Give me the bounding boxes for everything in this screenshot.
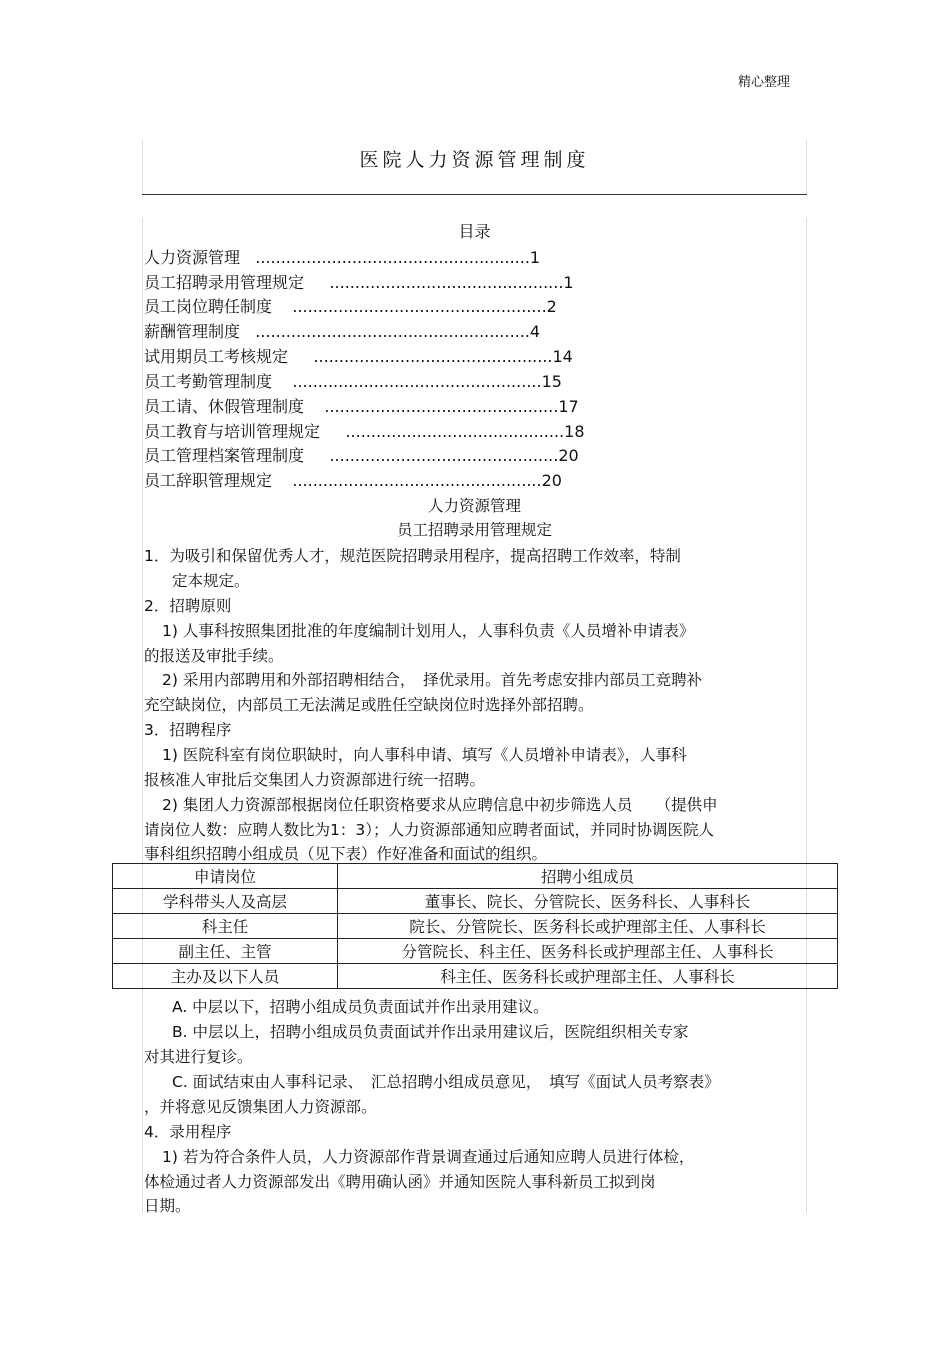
paragraph: 日期。 [144,1197,191,1215]
table-cell: 董事长、院长、分管院长、医务科长、人事科长 [338,889,838,914]
paragraph: 报核准人审批后交集团人力资源部进行统一招聘。 [144,771,486,789]
toc-item[interactable]: 薪酬管理制度 ......................................................4 [144,322,541,341]
paragraph: 2) 集团人力资源部根据岗位任职资格要求从应聘信息中初步筛选人员 （提供申 [162,796,718,814]
paragraph: C. 面试结束由人事科记录、 汇总招聘小组成员意见， 填写《面试人员考察表》 [172,1073,720,1091]
table-cell: 副主任、主管 [113,939,338,964]
table-row [113,964,838,989]
header-tag: 精心整理 [738,75,791,90]
paragraph: 的报送及审批手续。 [144,647,284,665]
toc-item[interactable]: 人力资源管理 ......................................................1 [144,248,541,267]
left-margin-line-2 [142,218,143,1213]
table-cell: 科主任 [113,914,338,939]
table-cell: 院长、分管院长、医务科长或护理部主任、人事科长 [338,914,838,939]
toc-item[interactable]: 试用期员工考核规定 ...............................................14 [144,347,573,366]
section-title: 人力资源管理 [427,497,521,515]
table-header-cell: 招聘小组成员 [338,864,838,889]
recruitment-panel-table [112,863,838,989]
paragraph: 充空缺岗位，内部员工无法满足或胜任空缺岗位时选择外部招聘。 [144,696,594,714]
paragraph: 1) 若为符合条件人员，人力资源部作背景调查通过后通知应聘人员进行体检， [162,1148,695,1166]
toc-item[interactable]: 员工招聘录用管理规定 ..............................................1 [144,273,574,292]
toc-item[interactable]: 员工教育与培训管理规定 ...........................................18 [144,422,585,441]
paragraph: 事科组织招聘小组成员（见下表）作好准备和面试的组织。 [144,845,548,863]
table-row [113,914,838,939]
table-cell: 分管院长、科主任、医务科长或护理部主任、人事科长 [338,939,838,964]
table-row [113,939,838,964]
table-row [113,889,838,914]
paragraph: 请岗位人数：应聘人数比为1：3）；人力资源部通知应聘者面试，并同时协调医院人 [144,821,714,839]
table-header-row [113,864,838,889]
table-cell: 科主任、医务科长或护理部主任、人事科长 [338,964,838,989]
section-subtitle: 员工招聘录用管理规定 [396,521,552,539]
toc-item[interactable]: 员工请、休假管理制度 ..............................................17 [144,397,579,416]
paragraph: 定本规定。 [172,572,250,590]
toc-heading: 目录 [458,222,491,241]
table-header-cell: 申请岗位 [113,864,338,889]
title-rule [142,194,807,195]
clause-heading: 3．招聘程序 [144,721,232,739]
toc-item[interactable]: 员工管理档案管理制度 .............................................20 [144,446,579,465]
paragraph: ，并将意见反馈集团人力资源部。 [144,1098,377,1116]
table-cell: 主办及以下人员 [113,964,338,989]
paragraph: 对其进行复诊。 [144,1048,253,1066]
table-cell: 学科带头人及高层 [113,889,338,914]
paragraph: 体检通过者人力资源部发出《聘用确认函》并通知医院人事科新员工拟到岗 [144,1173,656,1191]
paragraph: 2) 采用内部聘用和外部招聘相结合， 择优录用。首先考虑安排内部员工竞聘补 [162,671,703,689]
document-title: 医院人力资源管理制度 [359,149,590,171]
toc-item[interactable]: 员工岗位聘任制度 ..................................................2 [144,297,557,316]
clause-heading: 2．招聘原则 [144,597,232,615]
paragraph: B. 中层以上，招聘小组成员负责面试并作出录用建议后，医院组织相关专家 [172,1023,689,1041]
clause-heading: 4．录用程序 [144,1123,232,1141]
paragraph: 1．为吸引和保留优秀人才，规范医院招聘录用程序，提高招聘工作效率，特制 [144,547,681,565]
paragraph: A. 中层以下，招聘小组成员负责面试并作出录用建议。 [172,998,549,1016]
right-margin-line-2 [806,218,807,1213]
paragraph: 1) 人事科按照集团批准的年度编制计划用人，人事科负责《人员增补申请表》 [162,622,695,640]
toc-item[interactable]: 员工考勤管理制度 .................................................15 [144,372,562,391]
paragraph: 1) 医院科室有岗位职缺时，向人事科申请、填写《人员增补申请表》，人事科 [162,746,687,764]
toc-item[interactable]: 员工辞职管理规定 .................................................20 [144,471,562,490]
